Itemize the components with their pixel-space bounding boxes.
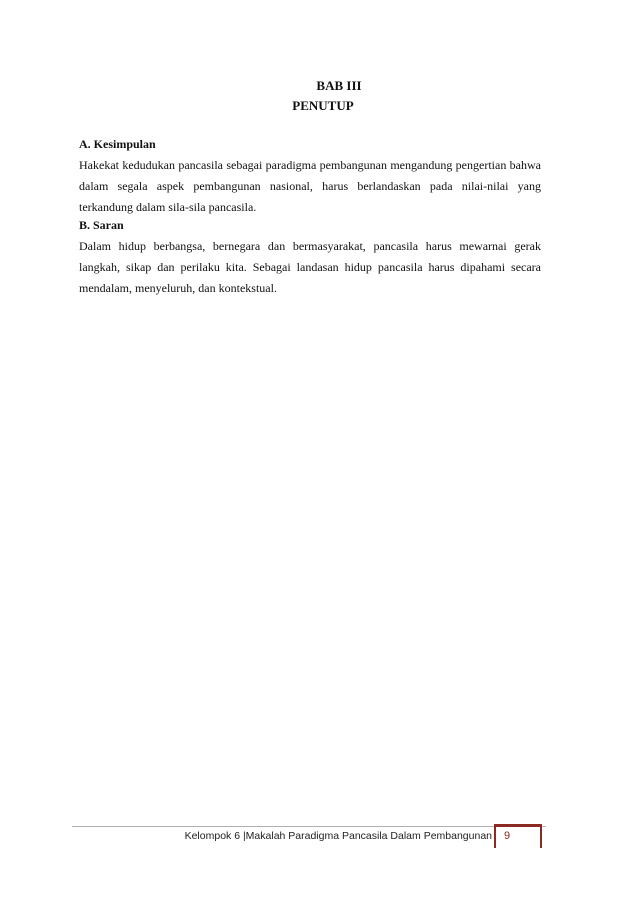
section-heading: A. Kesimpulan bbox=[79, 137, 156, 151]
footer-divider bbox=[72, 826, 546, 827]
section-body: Dalam hidup berbangsa, bernegara dan bermasyarakat, pancasila harus mewarnai gerak langkah, sikap dan perilaku kita. Sebagai landasan hidup pancasila harus dipahami secara mendalam, menyeluruh, dan kontekstual. bbox=[79, 239, 541, 295]
section-saran bbox=[79, 215, 541, 299]
footer-page-box bbox=[494, 824, 542, 848]
chapter-heading bbox=[0, 76, 638, 116]
chapter-title: PENUTUP bbox=[292, 98, 354, 113]
section-kesimpulan bbox=[79, 134, 541, 218]
section-body: Hakekat kedudukan pancasila sebagai paradigma pembangunan mengandung pengertian bahwa dalam segala aspek pembangunan nasional, harus berlandaskan pada nilai-nilai yang terkandung dalam sila-sila pancasila. bbox=[79, 158, 541, 214]
chapter-number: BAB III bbox=[316, 78, 362, 93]
footer-page-box-top bbox=[494, 824, 542, 827]
section-heading: B. Saran bbox=[79, 218, 124, 232]
page-number: 9 bbox=[504, 830, 511, 842]
footer-text: Kelompok 6 |Makalah Paradigma Pancasila Dalam Pembangunan bbox=[184, 830, 492, 842]
